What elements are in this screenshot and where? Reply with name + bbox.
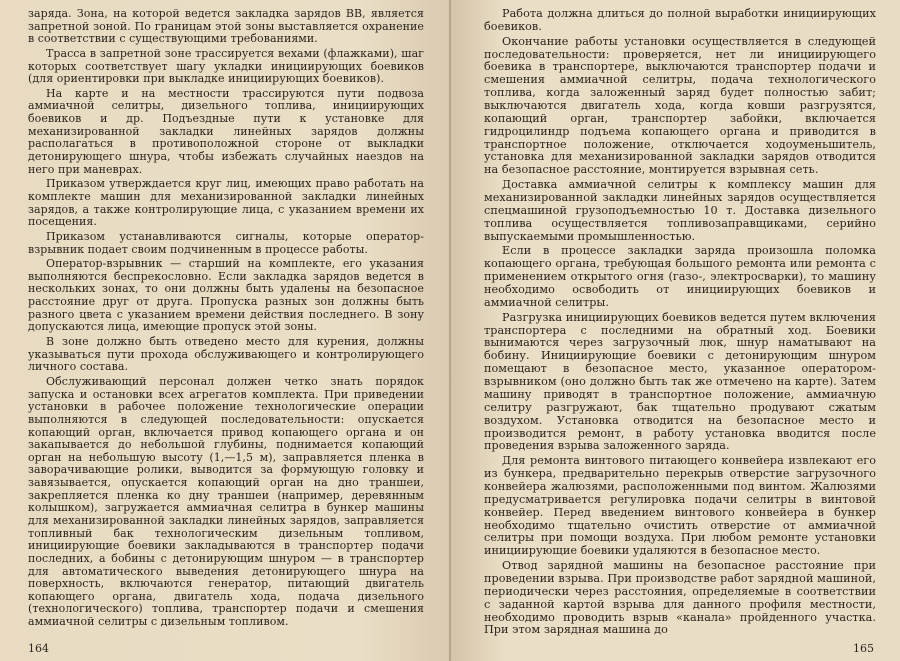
paragraph: Окончание работы установки осуществляется в следующей последовательности: проверяется, нет ли инициирующего боевика в транспортере, выключаются транспортер подачи и смешения аммиачной селитры, подача технологического топлива, когда заложенный заряд будет полностью забит; выключаются двигатель хода, когда ковши разгрузятся, копающий орган, транспортер забойки, включается гидроцилиндр подъема копающего органа и приводится в транспортное положение, отключается ходоуменьшитель, установка для механизированной закладки зарядов отводится на безопасное расстояние, монтируется взрывная сеть. [484, 34, 876, 177]
paragraph: Разгрузка инициирующих боевиков ведется путем включения транспортера с последними на обратный ход. Боевики вынимаются через загрузочный люк, шнур наматывают на бобину. Инициирующие боевики с детонирующим шнуром помещают в безопасное место, указанное оператором-взрывником (оно должно быть так же отмечено на карте). Затем машину приводят в транспортное положение, аммиачную селитру разгружают, бак тщательно продувают сжатым воздухом. Установка отводится на безопасное место и производится ремонт, в работу установка вводится после проведения взрыва заложенного заряда. [484, 310, 876, 453]
paragraph: Приказом устанавливаются сигналы, которые оператор-взрывник подает своим подчиненным в процессе работы. [28, 229, 424, 256]
left-page-text [28, 8, 424, 629]
page-number: 165 [853, 642, 874, 655]
right-page-text [484, 8, 876, 637]
paragraph: Доставка аммиачной селитры к комплексу машин для механизированной закладки линейных зарядов осуществляется спецмашиной грузоподъемностью 10 т. Доставка дизельного топлива осуществляется топливозаправщиками, серийно выпускаемыми промышленностью. [484, 178, 876, 243]
paragraph: В зоне должно быть отведено место для курения, должны указываться пути прохода обслуживающего и контролирующего личного состава. [28, 335, 424, 374]
right-page [450, 0, 900, 661]
paragraph: Оператор-взрывник — старший на комплекте, его указания выполняются беспрекословно. Если закладка зарядов ведется в нескольких зонах, то они должны быть удалены на безопасное расстояние друг от друга. Пропуска разных зон должны быть разного цвета с указанием времени действия последнего. В зону допускаются лица, имеющие пропуск этой зоны. [28, 257, 424, 334]
paragraph: Трасса в запретной зоне трассируется вехами (флажками), шаг которых соответствует шагу укладки инициирующих боевиков (для ориентировки при выкладке инициирующих боевиков). [28, 46, 424, 86]
paragraph: заряда. Зона, на которой ведется закладка зарядов ВВ, является запретной зоной. По границам этой зоны выставляется охранение в соответствии с существующими требованиями. [28, 7, 424, 46]
paragraph: Обслуживающий персонал должен четко знать порядок запуска и остановки всех агрегатов комплекта. При приведении установки в рабочее положение технологические операции выполняются в следующей последовательности: опускается копающий орган, включается привод копающего органа и он закапывается до небольшой глубины, поднимается копающий орган на небольшую высоту (1,—1,5 м), заправляется пленка в заворачивающие ролики, выводится за формующую головку и завязывается, опускается копающий орган на дно траншеи, закрепляется пленка ко дну траншеи (например, деревянным колышком), загружается аммиачная селитра в бункер машины для механизированной закладки линейных зарядов, заправляется топливный бак технологическим дизельным топливом, инициирующие боевики закладываются в транспортер подачи последних, а бобины с детонирующим шнуром — в транспортер для автоматического выведения детонирующего шнура на поверхность, включаются генератор, питающий двигатель копающего органа, двигатель хода, подача дизельного (технологического) топлива, транспортер подачи и смешения аммиачной селитры с дизельным топливом. [28, 374, 424, 629]
paragraph: Приказом утверждается круг лиц, имеющих право работать на комплекте машин для механизированной закладки линейных зарядов, а также контролирующие лица, с указанием времени их посещения. [28, 177, 424, 229]
paragraph: На карте и на местности трассируются пути подвоза аммиачной селитры, дизельного топлива, инициирующих боевиков и др. Подъездные пути к установке для механизированной закладки линейных зарядов должны располагаться в противоположной стороне от выкладки детонирующего шнура, чтобы избежать случайных наездов на него при маневрах. [28, 86, 424, 176]
book-gutter [449, 0, 451, 661]
paragraph: Отвод зарядной машины на безопасное расстояние при проведении взрыва. При производстве работ зарядной машиной, периодически через расстояния, определяемые в соответствии с заданной картой взрыва для данного профиля местности, необходимо проводить взрыв «канала» пройденного участка. При этом зарядная машина до [484, 559, 876, 637]
paragraph: Если в процессе закладки заряда произошла поломка копающего органа, требующая большого ремонта или ремонта с применением открытого огня (газо-, электросварки), то машину необходимо освободить от инициирующих боевиков и аммиачной селитры. [484, 244, 876, 309]
page-number: 164 [28, 642, 49, 655]
paragraph: Работа должна длиться до полной выработки инициирующих боевиков. [484, 7, 876, 33]
paragraph: Для ремонта винтового питающего конвейера извлекают его из бункера, предварительно перекрыв отверстие загрузочного конвейера жалюзями, расположенными под винтом. Жалюзями предусматривается регулировка подачи селитры в винтовой конвейер. Перед введением винтового конвейера в бункер необходимо тщательно очистить отверстие от аммиачной селитры при помощи воздуха. При любом ремонте установки инициирующие боевики удаляются в безопасное место. [484, 454, 876, 558]
